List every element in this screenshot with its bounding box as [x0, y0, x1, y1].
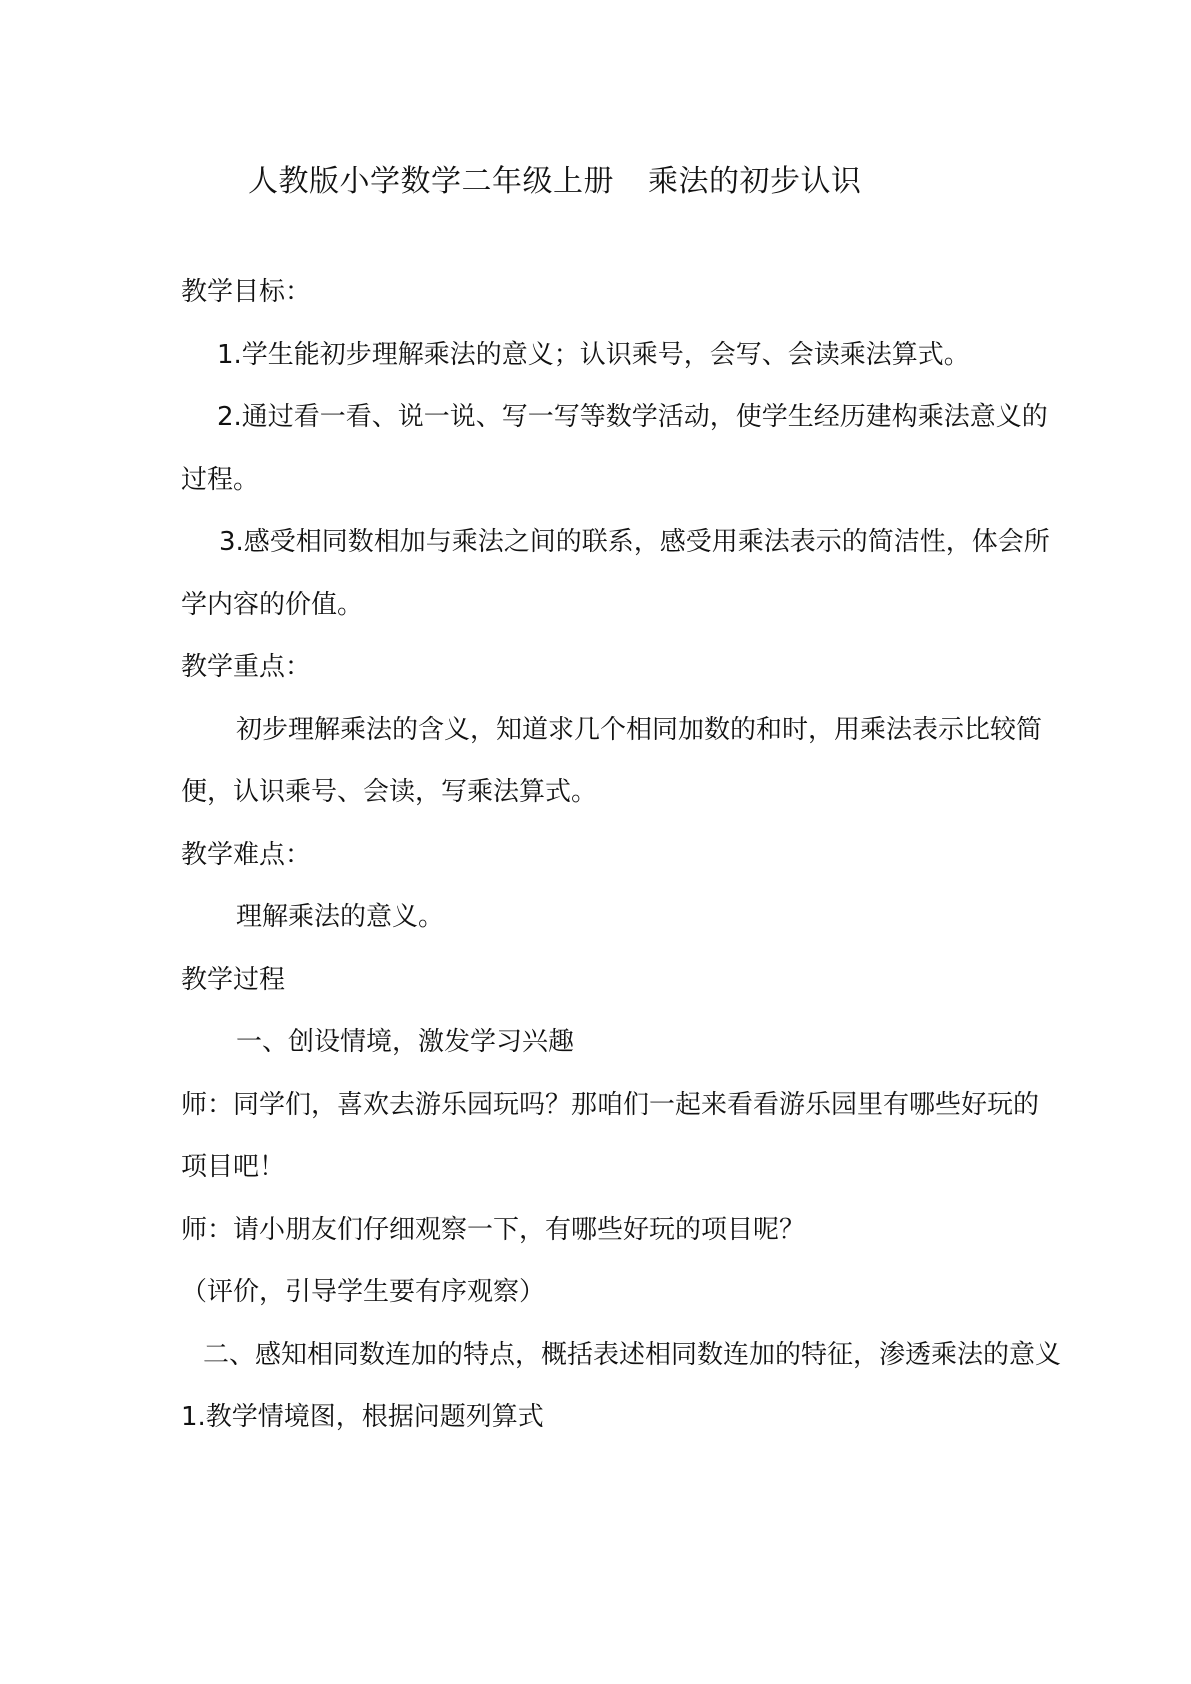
document-title — [248, 162, 862, 202]
objective-1: 1.学生能初步理解乘法的意义；认识乘号，会写、会读乘法算式。 — [217, 339, 970, 370]
teacher-line-1: 师：同学们，喜欢去游乐园玩吗？那咱们一起来看看游乐园里有哪些好玩的项目吧！ — [181, 1089, 1040, 1182]
objectives-heading: 教学目标： — [181, 277, 312, 307]
difficulties-text: 理解乘法的意义。 — [236, 902, 445, 932]
difficulties-heading: 教学难点： — [181, 839, 312, 870]
title-lesson: 乘法的初步认识 — [648, 164, 862, 199]
objective-2: 2.通过看一看、说一说、写一写等数学活动，使学生经历建构乘法意义的过程。 — [181, 402, 1048, 495]
title-book: 人教版小学数学二年级上册 — [248, 164, 614, 199]
section-1-heading: 一、创设情境，激发学习兴趣 — [236, 1027, 575, 1057]
note-1: （评价，引导学生要有序观察） — [181, 1277, 546, 1307]
teacher-line-2: 师：请小朋友们仔细观察一下，有哪些好玩的项目呢？ — [181, 1214, 806, 1245]
process-heading: 教学过程 — [181, 964, 286, 995]
key-points-heading: 教学重点： — [181, 652, 312, 682]
step-1: 1.教学情境图，根据问题列算式 — [181, 1402, 544, 1432]
key-points-text: 初步理解乘法的含义，知道求几个相同加数的和时，用乘法表示比较简便，认识乘号、会读，写乘法算式。 — [181, 714, 1043, 807]
objective-3: 3.感受相同数相加与乘法之间的联系，感受用乘法表示的简洁性，体会所学内容的价值。 — [181, 527, 1050, 620]
document-body — [181, 261, 1061, 1449]
section-2-heading: 二、感知相同数连加的特点，概括表述相同数连加的特征，渗透乘法的意义 — [203, 1339, 1062, 1370]
